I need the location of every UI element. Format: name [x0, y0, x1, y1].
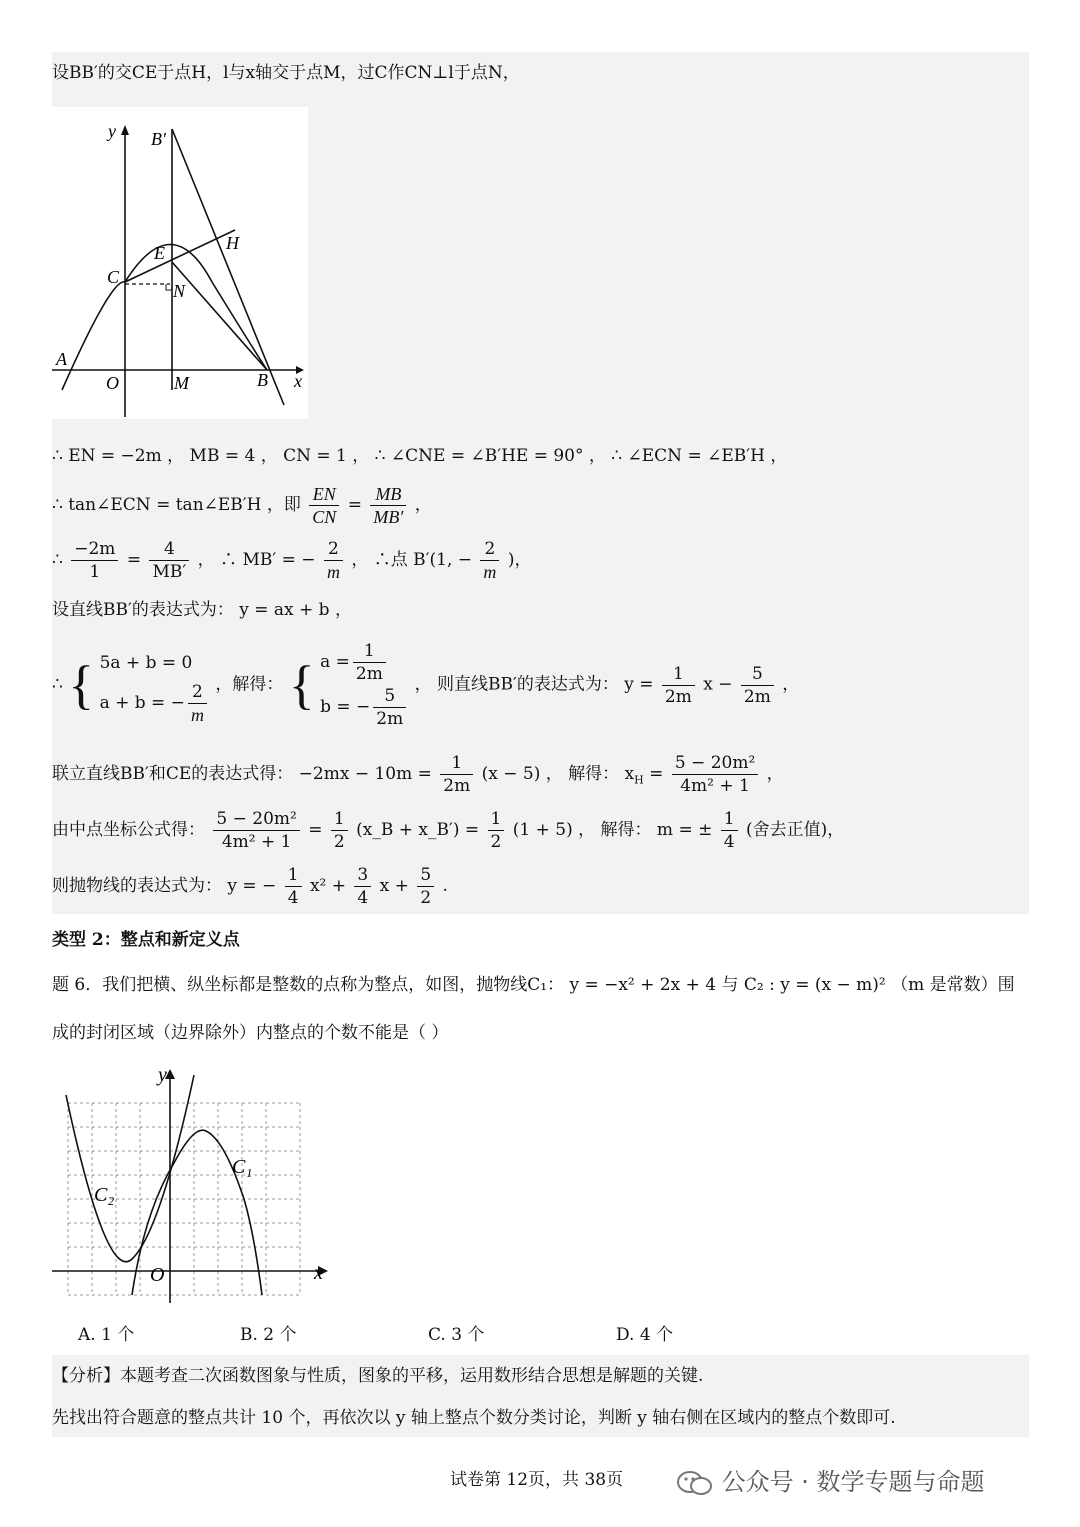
fig1-label-bprime: B′ [151, 129, 166, 149]
choice-b[interactable]: B. 2 个 [240, 1325, 297, 1345]
solution-line-2: ∴ EN = −2m ， MB = 4 ， CN = 1 ， ∴ ∠CNE = ∠B′HE = 90° ， ∴ ∠ECN = ∠EB′H ， [52, 446, 788, 466]
choice-d[interactable]: D. 4 个 [616, 1325, 674, 1345]
solution-line-4: ∴ $\frac{-2m}{1}$ = $\frac{4}{MB'}$ ， ∴ MB′ = − $\frac{2}{m}$ ， ∴点 B′(1, − $\frac{2}{m}$ )， [52, 539, 532, 582]
fig2-label-o: O [150, 1264, 165, 1286]
fig1-label-a: A [56, 349, 67, 369]
watermark [676, 1462, 985, 1497]
page-footer: 试卷第 12页，共 38页 [450, 1470, 624, 1490]
question-6-line-2: 成的封闭区域（边界除外）内整点的个数不能是（ ） [52, 1023, 449, 1043]
fig1-label-b: B [257, 370, 268, 390]
choice-a[interactable]: A. 1 个 [78, 1325, 135, 1345]
section-heading: 类型 2：整点和新定义点 [52, 930, 240, 950]
fig1-label-m: M [174, 373, 189, 393]
solution-line-7: 联立直线BB′和CE的表达式得： −2mx − 10m = $\frac{1}{2m}$ (x − 5) ， 解得： $x_H$ = $\frac{\text{5 − 20m²}}{\text{4m² + 1}}$ ， [52, 753, 784, 796]
fig1-label-e: E [154, 243, 165, 263]
solution-line-5: 设直线BB′的表达式为： y = ax + b ， [52, 600, 352, 620]
solution-line-9: 则抛物线的表达式为： y = − $\frac{1}{4}$ x² + $\frac{3}{4}$ x + $\frac{5}{2}$ . [52, 865, 448, 908]
fig1-line-eb [172, 262, 267, 370]
fig1-line-ce [125, 230, 235, 282]
fig2-label-c2: C₂ [94, 1184, 115, 1206]
fig1-parabola [62, 245, 267, 391]
solution-line-6: ∴ { 5a + b = 0 a + b = − $\frac{2}{m}$ ，解得： { a = $\frac{1}{2m}$ b = − $\frac{5}{2m}$ ， 则直线BB′的表达式为： y = $\frac{1}{2m}$ x − $\frac{5}{2m}$ ， [52, 641, 800, 729]
fig2-label-y: y [158, 1064, 167, 1086]
fig1-label-h: H [226, 233, 239, 253]
fig2-label-c1: C₁ [232, 1156, 253, 1178]
fig1-label-c: C [107, 267, 120, 287]
fig1-label-x: x [294, 371, 302, 391]
analysis-line-1: 【分析】本题考查二次函数图象与性质，图象的平移，运用数形结合思想是解题的关键. [52, 1366, 704, 1386]
fig1-label-o: O [106, 373, 119, 393]
figure-two-parabolas [48, 1063, 338, 1313]
fig1-label-y: y [108, 121, 116, 141]
fig1-label-n: N [173, 281, 186, 301]
figure-parabola-bb [52, 107, 308, 419]
solution-line-8: 由中点坐标公式得： $\frac{\text{5 − 20m²}}{\text{4m² + 1}}$ = $\frac{1}{2}$ (x_B + x_B′) = $\frac{1}{2}$ (1 + 5) ， 解得： m = ± $\frac{1}{4}$ (舍去正值)， [52, 809, 845, 852]
choice-c[interactable]: C. 3 个 [428, 1325, 485, 1345]
solution-line-3: ∴ tan∠ECN = tan∠EB′H ，即 $\frac{EN}{CN}$ = $\frac{MB}{MB'}$ ， [52, 484, 432, 527]
fig1-line-bbprime [172, 129, 284, 405]
analysis-line-2: 先找出符合题意的整点共计 10 个，再依次以 y 轴上整点个数分类讨论，判断 y 轴右侧在区域内的整点个数即可. [52, 1408, 896, 1428]
solution-line-1: 设BB′的交CE于点H，l与x轴交于点M，过C作CN⊥l于点N， [52, 63, 520, 83]
fig2-label-x: x [314, 1262, 323, 1284]
wechat-icon [676, 1470, 714, 1496]
question-6-line-1: 题 6．我们把横、纵坐标都是整数的点称为整点，如图，抛物线C₁： y = −x² + 2x + 4 与 C₂ : y = (x − m)² （m 是常数）围 [52, 975, 1015, 995]
watermark-text: 公众号 · 数学专题与命题 [721, 1468, 985, 1496]
